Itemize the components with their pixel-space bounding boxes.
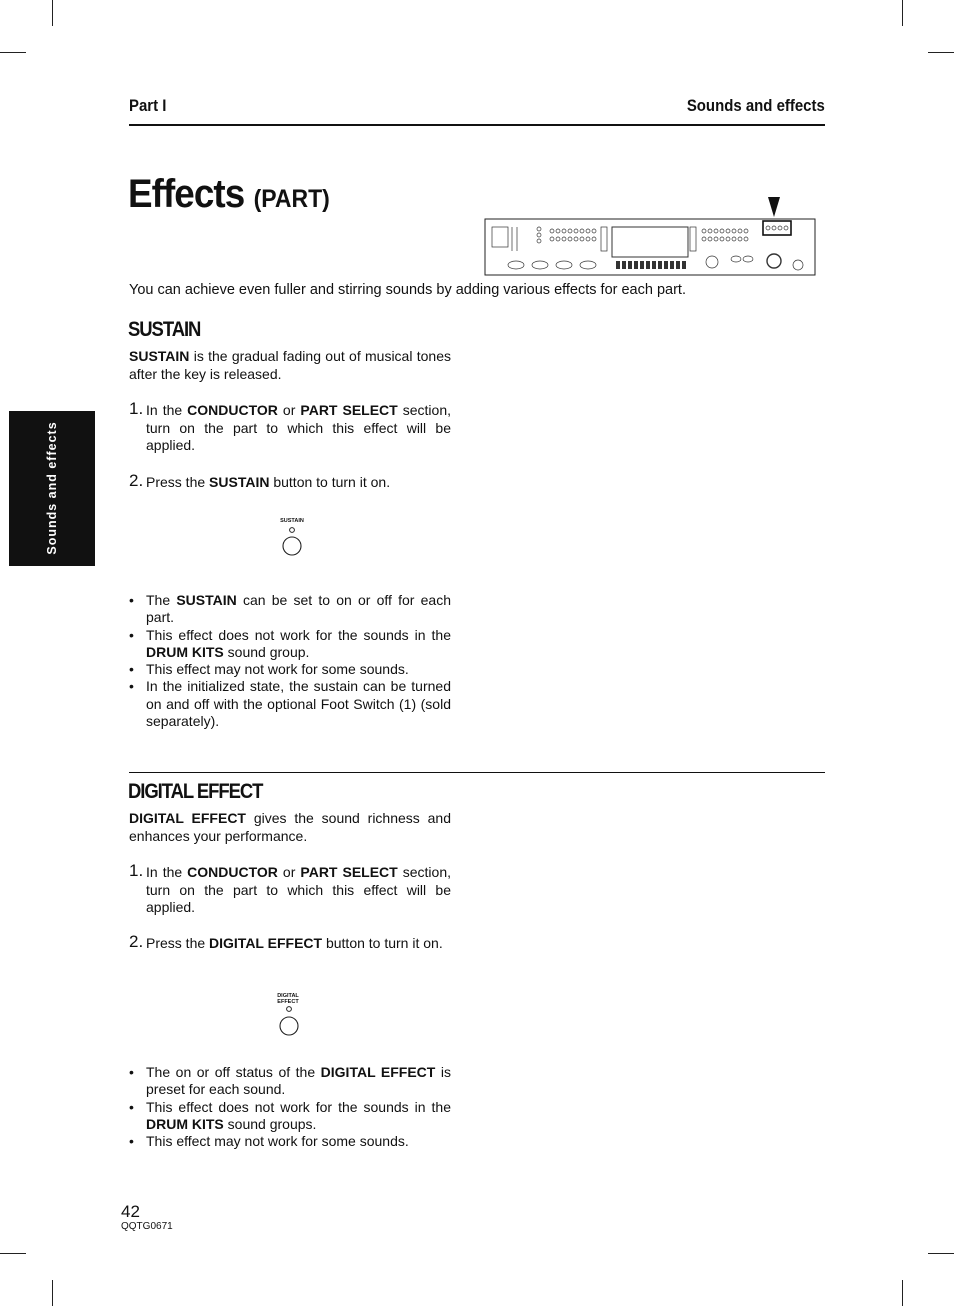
sustain-desc-bold: SUSTAIN xyxy=(129,348,190,364)
sustain-desc-text: is the gradual fading out of musical tones after the key is released. xyxy=(129,348,451,382)
page-title-main: Effects xyxy=(128,172,245,216)
digital-effect-heading: DIGITAL EFFECT xyxy=(128,780,263,803)
crop-mark xyxy=(0,1253,26,1254)
side-tab-label: Sounds and effects xyxy=(45,421,59,555)
step-number: 2. xyxy=(129,932,144,951)
digital-effect-description xyxy=(129,810,451,845)
sustain-heading: SUSTAIN xyxy=(128,318,201,341)
step-number: 1. xyxy=(129,399,144,418)
document-code: QQTG0671 xyxy=(121,1221,173,1232)
crop-mark xyxy=(902,1280,903,1306)
header-section: Sounds and effects xyxy=(687,96,825,115)
sustain-description xyxy=(129,348,451,383)
digital-effect-button-illustration xyxy=(277,1005,301,1039)
crop-mark xyxy=(928,52,954,53)
step-text: Press the DIGITAL EFFECT button to turn it on. xyxy=(146,935,443,951)
crop-mark xyxy=(902,0,903,26)
list-item: • This effect does not work for the sounds in the DRUM KITS sound groups. xyxy=(129,1099,451,1134)
keyboard-panel-illustration xyxy=(484,195,816,277)
sustain-button-label: SUSTAIN xyxy=(280,518,304,524)
sustain-notes xyxy=(129,592,451,730)
digital-effect-notes xyxy=(129,1064,451,1150)
page-title xyxy=(128,172,330,217)
sustain-step-2 xyxy=(129,471,451,492)
digital-desc-bold: DIGITAL EFFECT xyxy=(129,810,246,826)
intro-text: You can achieve even fuller and stirring sounds by adding various effects for each part. xyxy=(129,282,686,298)
step-text: Press the SUSTAIN button to turn it on. xyxy=(146,474,391,490)
digital-step-1 xyxy=(129,861,451,917)
round-button-icon xyxy=(280,1017,298,1035)
section-divider xyxy=(129,772,825,773)
step-number: 1. xyxy=(129,861,144,880)
led-indicator-icon xyxy=(290,528,295,533)
led-indicator-icon xyxy=(287,1007,292,1012)
crop-mark xyxy=(928,1253,954,1254)
crop-mark xyxy=(52,0,53,26)
round-button-icon xyxy=(283,537,301,555)
list-item: • This effect does not work for the sounds in the DRUM KITS sound group. xyxy=(129,627,451,662)
page-number: 42 xyxy=(121,1202,140,1221)
page-title-sub: (PART) xyxy=(253,185,330,213)
step-text: In the CONDUCTOR or PART SELECT section, turn on the part to which this effect will be applied. xyxy=(146,402,451,453)
side-tab xyxy=(9,411,95,566)
list-item: • In the initialized state, the sustain can be turned on and off with the optional Foot Switch (1) (sold separately). xyxy=(129,678,451,730)
digital-desc-text: gives the sound richness and enhances your performance. xyxy=(129,810,451,844)
list-item: • This effect may not work for some sounds. xyxy=(129,1133,451,1150)
crop-mark xyxy=(52,1280,53,1306)
list-item: • The on or off status of the DIGITAL EFFECT is preset for each sound. xyxy=(129,1064,451,1099)
header-part: Part I xyxy=(129,96,167,115)
list-item: • This effect may not work for some sounds. xyxy=(129,661,451,678)
crop-mark xyxy=(0,52,26,53)
digital-effect-button-label: DIGITAL EFFECT xyxy=(277,993,299,1005)
step-text: In the CONDUCTOR or PART SELECT section, turn on the part to which this effect will be applied. xyxy=(146,864,451,915)
arrow-indicator-icon xyxy=(768,197,780,217)
digital-step-2 xyxy=(129,932,451,953)
sustain-button-illustration xyxy=(280,526,304,558)
list-item: • The SUSTAIN can be set to on or off for each part. xyxy=(129,592,451,627)
sustain-step-1 xyxy=(129,399,451,455)
step-number: 2. xyxy=(129,471,144,490)
header-rule xyxy=(129,124,825,126)
